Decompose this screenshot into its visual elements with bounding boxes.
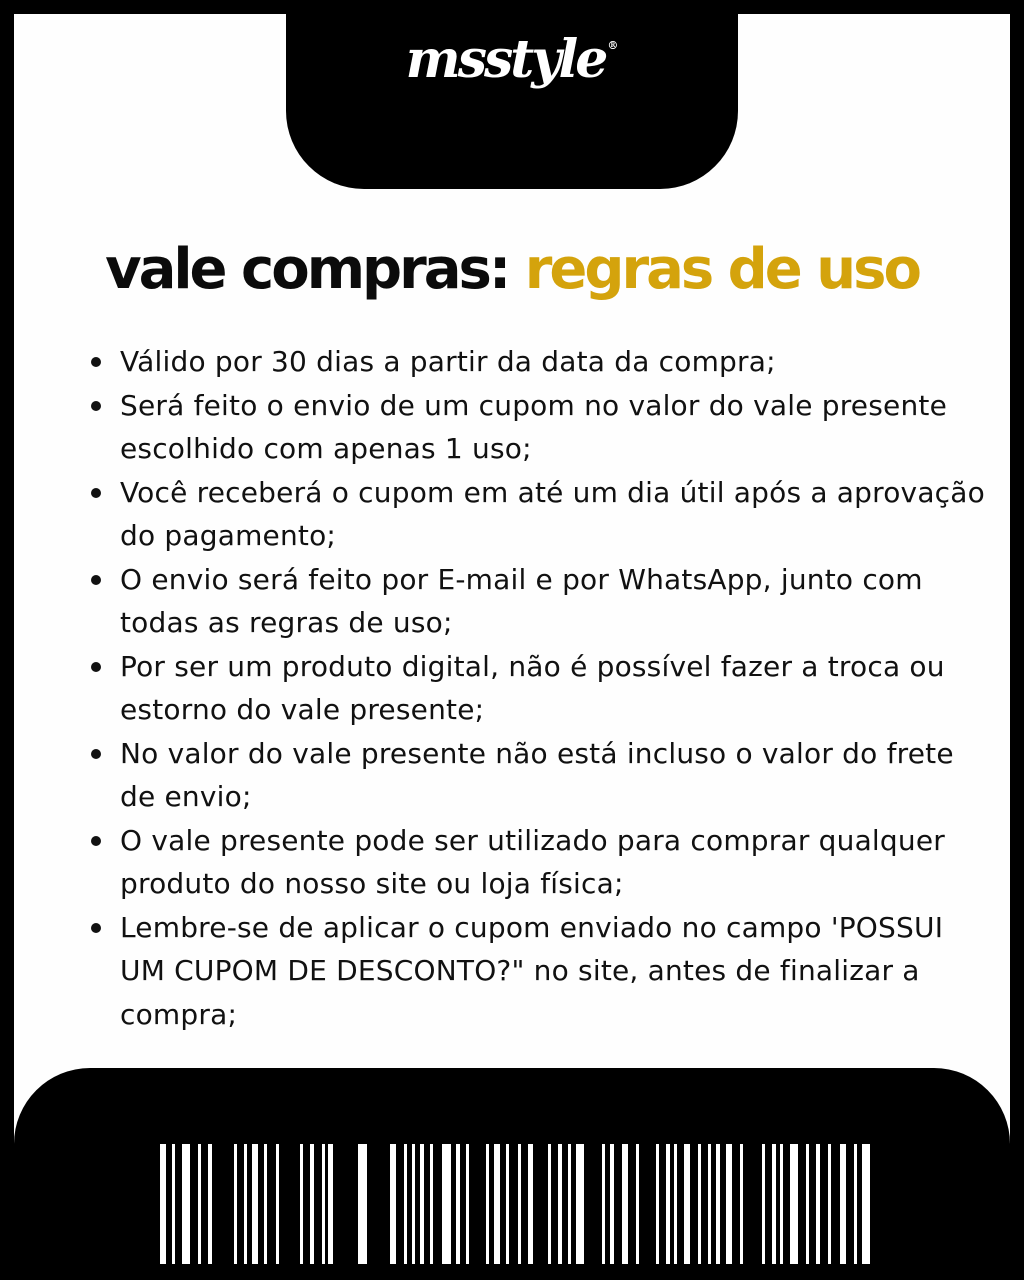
rule-text: Por ser um produto digital, não é possível fazer a troca ou estorno do vale presente;: [120, 649, 945, 726]
barcode-stripe: [234, 1144, 237, 1264]
barcode-stripe: [430, 1144, 433, 1264]
barcode-stripe: [622, 1144, 628, 1264]
rule-item: [86, 819, 986, 906]
barcode-stripe: [300, 1144, 303, 1264]
barcode-stripe: [264, 1144, 267, 1264]
barcode-stripe: [790, 1144, 798, 1264]
rule-text: Válido por 30 dias a partir da data da compra;: [120, 345, 776, 378]
bullet-icon: [91, 401, 101, 411]
barcode-stripe: [244, 1144, 247, 1264]
barcode-stripe: [636, 1144, 639, 1264]
brand-logo: [286, 29, 738, 90]
barcode-stripe: [816, 1144, 820, 1264]
barcode-stripe: [806, 1144, 809, 1264]
barcode-stripe: [390, 1144, 396, 1264]
barcode-stripe: [862, 1144, 870, 1264]
registered-mark: ®: [607, 39, 619, 52]
rule-text: No valor do vale presente não está incluso o valor do frete de envio;: [120, 736, 954, 813]
brand-logo-text: msstyle: [405, 29, 606, 90]
rule-item: [86, 340, 986, 384]
barcode-stripe: [548, 1144, 551, 1264]
title-part-1: vale compras:: [105, 237, 509, 302]
barcode-stripe: [656, 1144, 659, 1264]
title-part-2: regras de uso: [524, 237, 919, 302]
bullet-icon: [91, 488, 101, 498]
barcode-stripe: [486, 1144, 489, 1264]
rule-text: O vale presente pode ser utilizado para comprar qualquer produto do nosso site ou loja física;: [120, 823, 945, 900]
rule-text: Será feito o envio de um cupom no valor do vale presente escolhido com apenas 1 uso;: [120, 388, 948, 465]
barcode-stripe: [610, 1144, 614, 1264]
rule-text: O envio será feito por E-mail e por WhatsApp, junto com todas as regras de uso;: [120, 562, 923, 639]
logo-tab: [286, 14, 738, 189]
barcode-stripe: [328, 1144, 333, 1264]
barcode-stripe: [310, 1144, 314, 1264]
barcode-stripe: [576, 1144, 584, 1264]
rule-item: [86, 645, 986, 732]
barcode-stripe: [528, 1144, 533, 1264]
barcode-stripe: [840, 1144, 846, 1264]
barcode-stripe: [674, 1144, 677, 1264]
barcode-stripe: [780, 1144, 783, 1264]
page-title: [14, 237, 1010, 302]
barcode-stripe: [252, 1144, 258, 1264]
barcode-stripe: [420, 1144, 424, 1264]
barcode-stripe: [602, 1144, 605, 1264]
barcode-stripe: [358, 1144, 367, 1264]
rules-list: [86, 340, 986, 1036]
barcode-stripe: [708, 1144, 711, 1264]
barcode-stripe: [160, 1144, 166, 1264]
rule-text: Você receberá o cupom em até um dia útil após a aprovação do pagamento;: [120, 475, 985, 552]
barcode-stripe: [404, 1144, 407, 1264]
barcode-stripe: [726, 1144, 732, 1264]
barcode-stripe: [558, 1144, 562, 1264]
barcode-stripe: [684, 1144, 690, 1264]
bullet-icon: [91, 836, 101, 846]
voucher-card: [14, 14, 1010, 1266]
rule-item: [86, 906, 986, 1037]
rule-item: [86, 558, 986, 645]
barcode-stripe: [828, 1144, 831, 1264]
barcode-stripe: [442, 1144, 451, 1264]
bullet-icon: [91, 575, 101, 585]
bullet-icon: [91, 923, 101, 933]
barcode-icon: [160, 1144, 870, 1264]
barcode-stripe: [762, 1144, 765, 1264]
rule-item: [86, 471, 986, 558]
barcode-stripe: [208, 1144, 212, 1264]
barcode-stripe: [466, 1144, 469, 1264]
barcode-stripe: [494, 1144, 500, 1264]
bullet-icon: [91, 662, 101, 672]
bullet-icon: [91, 357, 101, 367]
rule-item: [86, 384, 986, 471]
barcode-stripe: [322, 1144, 325, 1264]
barcode-stripe: [506, 1144, 509, 1264]
barcode-stripe: [698, 1144, 701, 1264]
barcode-stripe: [568, 1144, 571, 1264]
barcode-stripe: [772, 1144, 776, 1264]
rule-text: Lembre-se de aplicar o cupom enviado no campo 'POSSUI UM CUPOM DE DESCONTO?" no site, antes de finalizar a compra;: [120, 910, 944, 1031]
barcode-stripe: [518, 1144, 521, 1264]
barcode-stripe: [666, 1144, 670, 1264]
barcode-band: [14, 1068, 1010, 1266]
barcode-stripe: [412, 1144, 415, 1264]
barcode-stripe: [456, 1144, 460, 1264]
barcode-stripe: [716, 1144, 720, 1264]
barcode-stripe: [740, 1144, 743, 1264]
barcode-stripe: [172, 1144, 175, 1264]
bullet-icon: [91, 749, 101, 759]
barcode-stripe: [198, 1144, 201, 1264]
barcode-stripe: [854, 1144, 857, 1264]
barcode-stripe: [182, 1144, 190, 1264]
rule-item: [86, 732, 986, 819]
barcode-stripe: [276, 1144, 279, 1264]
